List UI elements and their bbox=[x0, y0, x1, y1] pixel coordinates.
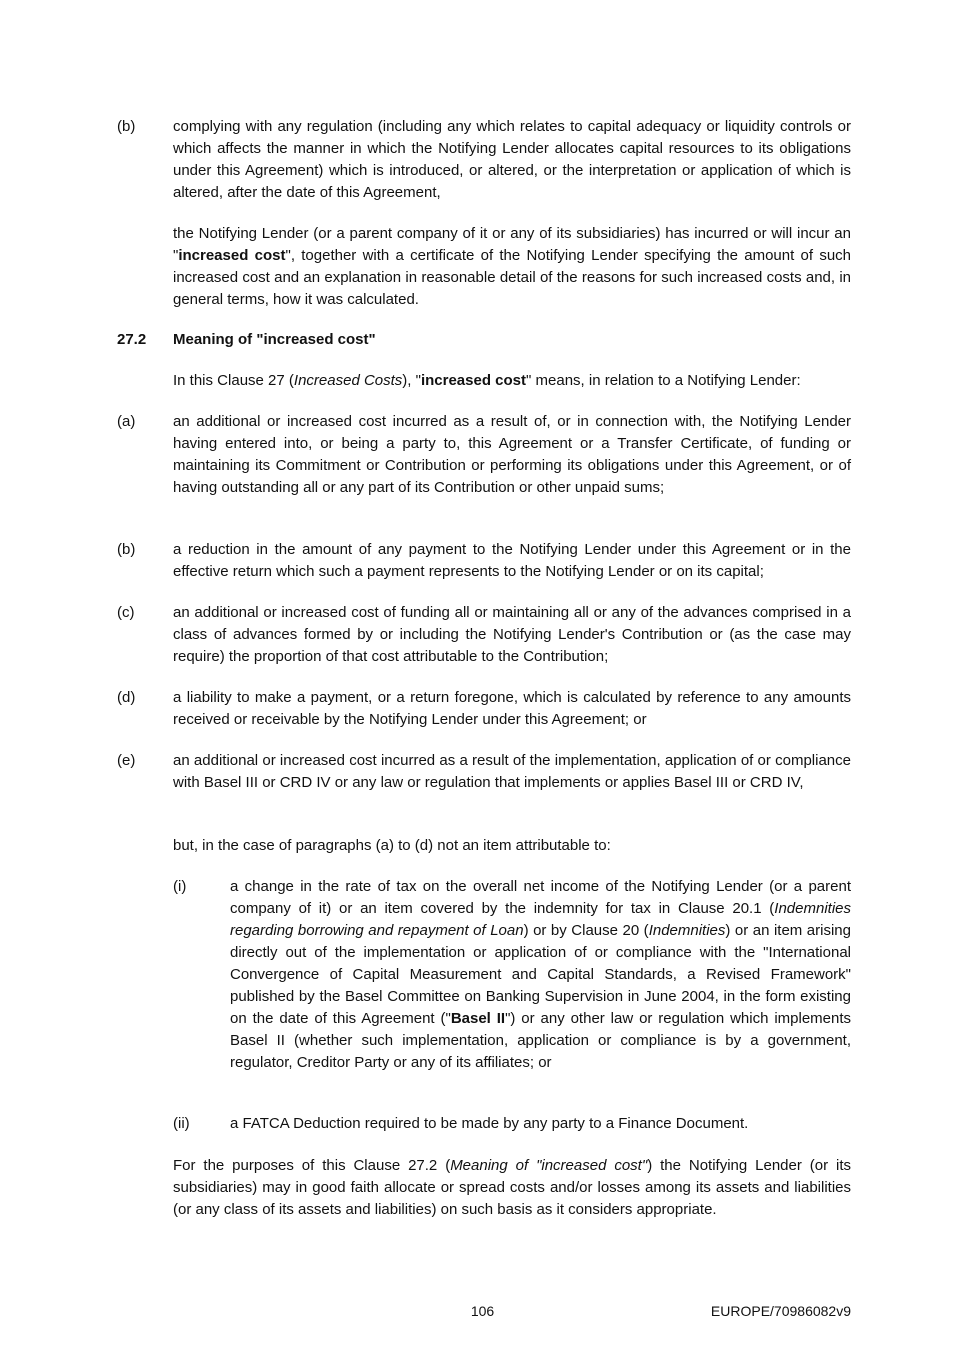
purposes-paragraph: For the purposes of this Clause 27.2 (Meaning of "increased cost") the Notifying Lender (or its subsidiaries) may in good faith allocate or spread costs and/or losses among its assets and liabilities (or any class of its assets and liabilities) on such basis as it considers appropriate. bbox=[173, 1157, 851, 1218]
section-title: Meaning of "increased cost" bbox=[173, 331, 376, 348]
item-label: (b) bbox=[117, 541, 136, 558]
item-text: a liability to make a payment, or a return foregone, which is calculated by reference to any amounts received or receivable by the Notifying Lender under this Agreement; or bbox=[173, 689, 851, 728]
exclusions-intro: but, in the case of paragraphs (a) to (d) not an item attributable to: bbox=[173, 837, 611, 854]
sub-item-label: (i) bbox=[173, 878, 187, 895]
item-label: (c) bbox=[117, 604, 135, 621]
item-label: (e) bbox=[117, 752, 136, 769]
item-text: an additional or increased cost of funding all or maintaining all or any of the advances comprised in a class of advances formed by or including the Notifying Lender's Contribution or (as the case may require) the proportion of that cost attributable to the Contribution; bbox=[173, 604, 851, 665]
section-number: 27.2 bbox=[117, 331, 147, 348]
sub-item-label: (ii) bbox=[173, 1115, 190, 1132]
item-text: an additional or increased cost incurred as a result of, or in connection with, the Notifying Lender having entered into, or being a party to, this Agreement or a Transfer Certificate, of funding or maintaining its Commitment or Contribution or performing its obligations under this Agreement, or of having outstanding all or any part of its Contribution or other unpaid sums; bbox=[173, 413, 851, 496]
paragraph-text: complying with any regulation (including any which relates to capital adequacy or liquidity controls or which affects the manner in which the Notifying Lender allocates capital resources to its obligations under this Agreement) which is introduced, or altered, or the interpretation or application of which is altered, after the date of this Agreement, bbox=[173, 118, 851, 201]
paragraph-label: (b) bbox=[117, 118, 136, 135]
page-number: 106 bbox=[470, 1303, 495, 1319]
item-label: (d) bbox=[117, 689, 136, 706]
sub-item-text: a change in the rate of tax on the overall net income of the Notifying Lender (or a parent company of it) or an item covered by the indemnity for tax in Clause 20.1 (Indemnities regarding borrowing and repayment of Loan) or by Clause 20 (Indemnities) or an item arising directly out of the implementation or application of or compliance with the "International Convergence of Capital Measurement and Capital Standards, a Revised Framework" published by the Basel Committee on Banking Supervision in June 2004, in the form existing on the date of this Agreement ("Basel II") or any other law or regulation which implements Basel II (whether such implementation, application or compliance is by a government, regulator, Creditor Party or any of its affiliates; or bbox=[230, 878, 852, 1071]
document-reference: EUROPE/70986082v9 bbox=[710, 1303, 851, 1319]
definition-intro: In this Clause 27 (Increased Costs), "increased cost" means, in relation to a Notifying Lender: bbox=[173, 372, 801, 389]
item-label: (a) bbox=[117, 413, 136, 430]
notifying-lender-paragraph: the Notifying Lender (or a parent company of it or any of its subsidiaries) has incurred or will incur an "increased cost", together with a certificate of the Notifying Lender specifying the amount of such increased cost and an explanation in reasonable detail of the reasons for such increased costs and, in general terms, how it was calculated. bbox=[173, 225, 852, 308]
item-text: an additional or increased cost incurred as a result of the implementation, application of or compliance with Basel III or CRD IV or any law or regulation that implements or applies Basel III or CRD IV, bbox=[173, 752, 851, 791]
item-text: a reduction in the amount of any payment to the Notifying Lender under this Agreement or in the effective return which such a payment represents to the Notifying Lender or on its capital; bbox=[173, 541, 851, 580]
sub-item-text: a FATCA Deduction required to be made by any party to a Finance Document. bbox=[230, 1115, 749, 1132]
